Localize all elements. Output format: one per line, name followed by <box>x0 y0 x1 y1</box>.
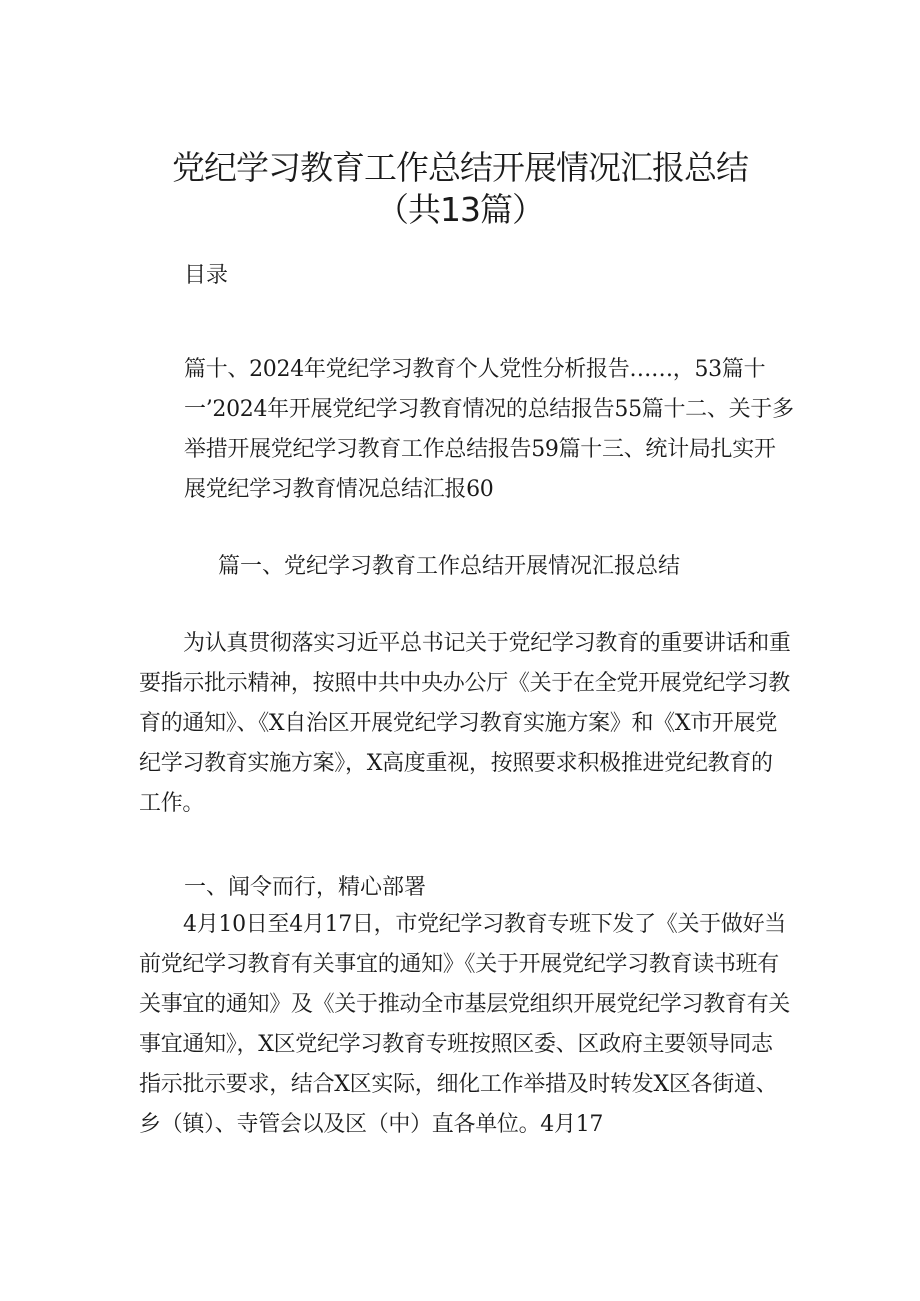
section-paragraph: 4月10日至4月17日，市党纪学习教育专班下发了《关于做好当前党纪学习教育有关事宜的通知》《关于开展党纪学习教育读书班有关事宜的通知》及《关于推动全市基层党组织开展党纪学习教育有关事宜通知》，X区党纪学习教育专班按照区委、区政府主要领导同志指示批示要求，结合X区实际，细化工作举措及时转发X区各街道、乡（镇）、寺管会以及区（中）直各单位。4月17 <box>139 912 791 1137</box>
toc-entries: 篇十、2024年党纪学习教育个人党性分析报告……，53篇十一’2024年开展党纪学习教育情况的总结报告55篇十二、关于多举措开展党纪学习教育工作总结报告59篇十三、统计局扎实开展党纪学习教育情况总结汇报60 <box>184 357 794 502</box>
document-title-count: （共13篇） <box>376 190 544 229</box>
section-heading: 一、闻令而行，精心部署 <box>184 875 427 900</box>
intro-paragraph: 为认真贯彻落实习近平总书记关于党纪学习教育的重要讲话和重要指示批示精神，按照中共中央办公厅《关于在全党开展党纪学习教育的通知》、《X自治区开展党纪学习教育实施方案》和《X市开展党纪学习教育实施方案》，X高度重视，按照要求积极推进党纪教育的工作。 <box>139 631 791 816</box>
chapter-heading: 篇一、党纪学习教育工作总结开展情况汇报总结 <box>218 554 681 579</box>
document-title: 党纪学习教育工作总结开展情况汇报总结 <box>172 148 748 187</box>
toc-label: 目录 <box>184 263 229 288</box>
